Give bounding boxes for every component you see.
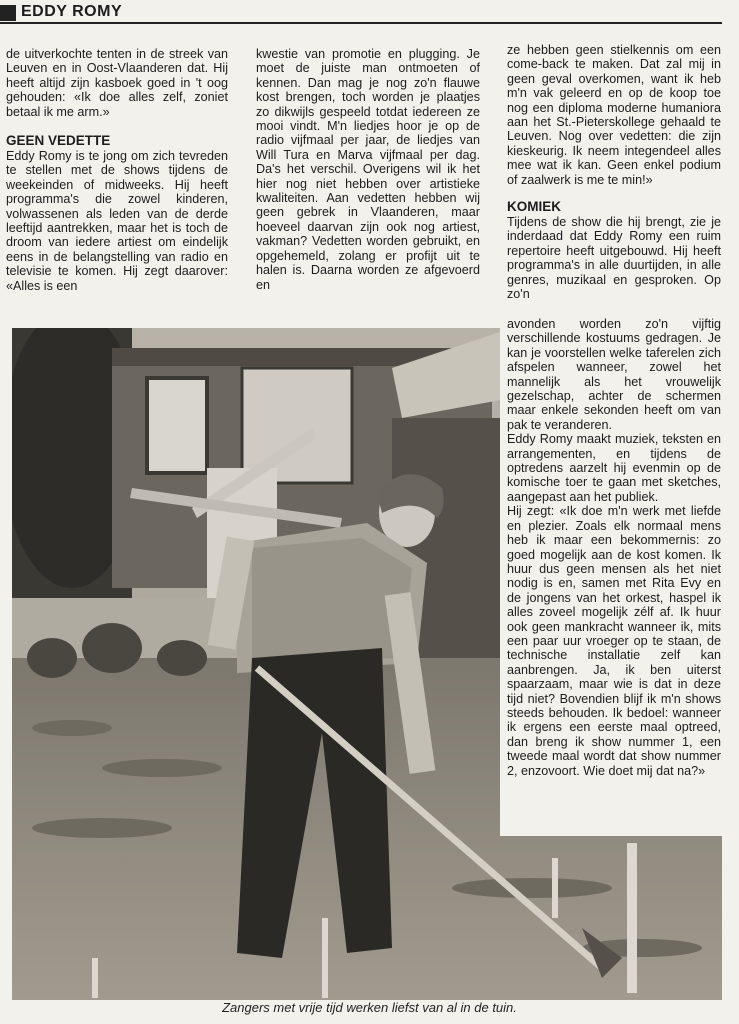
- column-3b-paragraph-3: Hij zegt: «Ik doe m'n werk met liefde en plezier. Zoals elk normaal mens heb ik maar een bekommernis: zo goed mogelijk aan de kost komen. Ik huur dus geen mensen als het niet nodig is en, samen met Rita Evy en de jongens van het orkest, haspel ik alles zoveel mogelijk zélf af. Ik huur ook geen mankracht wanneer ik, mits een paar uur vroeger op te staan, de technische installatie zelf kan aanbrengen. Ja, ik ben uiterst spaarzaam, maar wie is dat in deze tijd niet? Bovendien blijf ik m'n shows steeds behouden. Ik bedoel: wanneer ik ergens een eerste maal optreed, dan breng ik show nummer 1, een tweede maal wordt dat show nummer 2, enzovoort. Wie doet mij dat na?»: [507, 504, 721, 778]
- page-title: EDDY ROMY: [21, 3, 123, 20]
- column-1-paragraph-2: Eddy Romy is te jong om zich tevreden te stellen met de shows tijdens de weekeinden of midweeks. Hij heeft programma's die zowel kinderen, volwassenen als leden van de derde leeftijd aantrekken, maar het is toch de droom van iedere artiest om eindelijk eens in de belangstelling van radio en televisie te komen. Hij zegt daarover: «Alles is een: [6, 149, 228, 293]
- header-bar: [0, 5, 16, 21]
- section-heading-komiek: KOMIEK: [507, 199, 561, 215]
- column-2-text: kwestie van promotie en plugging. Je moet de juiste man ontmoeten of kennen. Dan mag je nog zo'n flauwe kost brengen, toch worden je plaatjes zo dikwijls gespeeld totdat iedereen ze mooi vindt. M'n liedjes hoor je op de radio vijfmaal per jaar, de liedjes van Will Tura en Marva vijfmaal per dag. Da's het verschil. Overigens wil ik het hier nog niet hebben over artistieke kwaliteiten. Aan vedetten hebben wij geen gebrek in Vlaanderen, maar hoeveel daarvan zijn ook nog artiest, vakman? Vedetten worden gebruikt, en opgehemeld, zolang er profijt uit te halen is. Daarna worden ze afgevoerd en: [256, 47, 480, 292]
- column-3-text: ze hebben geen stielkennis om een come-back te maken. Dat zal mij in geen geval overkomen, want ik heb m'n vak geleerd en op de koop toe nog een diploma moderne humaniora aan het St.-Pieterskollege gehaald te Leuven. Nog over vedetten: die zijn kieskeurig. Ik neem integendeel alles mee wat ik kan. Geen enkel podium of zaalwerk is me te min!»: [507, 43, 721, 187]
- article-column-3-continued: [507, 317, 721, 778]
- column-1-paragraph-1: de uitverkochte tenten in de streek van Leuven en in Oost-Vlaanderen dat. Hij heeft altijd zijn kasboek goed in 't oog gehouden: «Ik doe alles zelf, zoniet betaal ik me arm.»: [6, 47, 228, 119]
- column-3b-paragraph-2: Eddy Romy maakt muziek, teksten en arrangementen, en tijdens de optredens aarzelt hij evenmin op de komische toer te gaan met sketches, aangepast aan het publiek.: [507, 432, 721, 504]
- page-header: [0, 0, 739, 26]
- article-column-3: [507, 43, 721, 302]
- header-rule: [0, 22, 722, 24]
- article-column-2: [256, 47, 480, 292]
- column-3b-paragraph-1: avonden worden zo'n vijftig verschillende kostuums gedragen. Je kan je voorstellen welke taferelen zich afspelen wanneer, zowel het mannelijk als het vrouwelijk gezelschap, achter de schermen maar enkele sekonden heeft om van pak te veranderen.: [507, 317, 721, 432]
- article-column-1: [6, 47, 228, 293]
- section-heading-geen-vedette: GEEN VEDETTE: [6, 133, 111, 149]
- photo-caption: Zangers met vrije tijd werken liefst van al in de tuin.: [222, 1000, 517, 1015]
- column-3-paragraph-2: Tijdens de show die hij brengt, zie je inderdaad dat Eddy Romy een ruim repertoire heeft uitgebouwd. Hij heeft programma's in alle duurtijden, in alle genres, muzikaal en gesproken. Op zo'n: [507, 215, 721, 302]
